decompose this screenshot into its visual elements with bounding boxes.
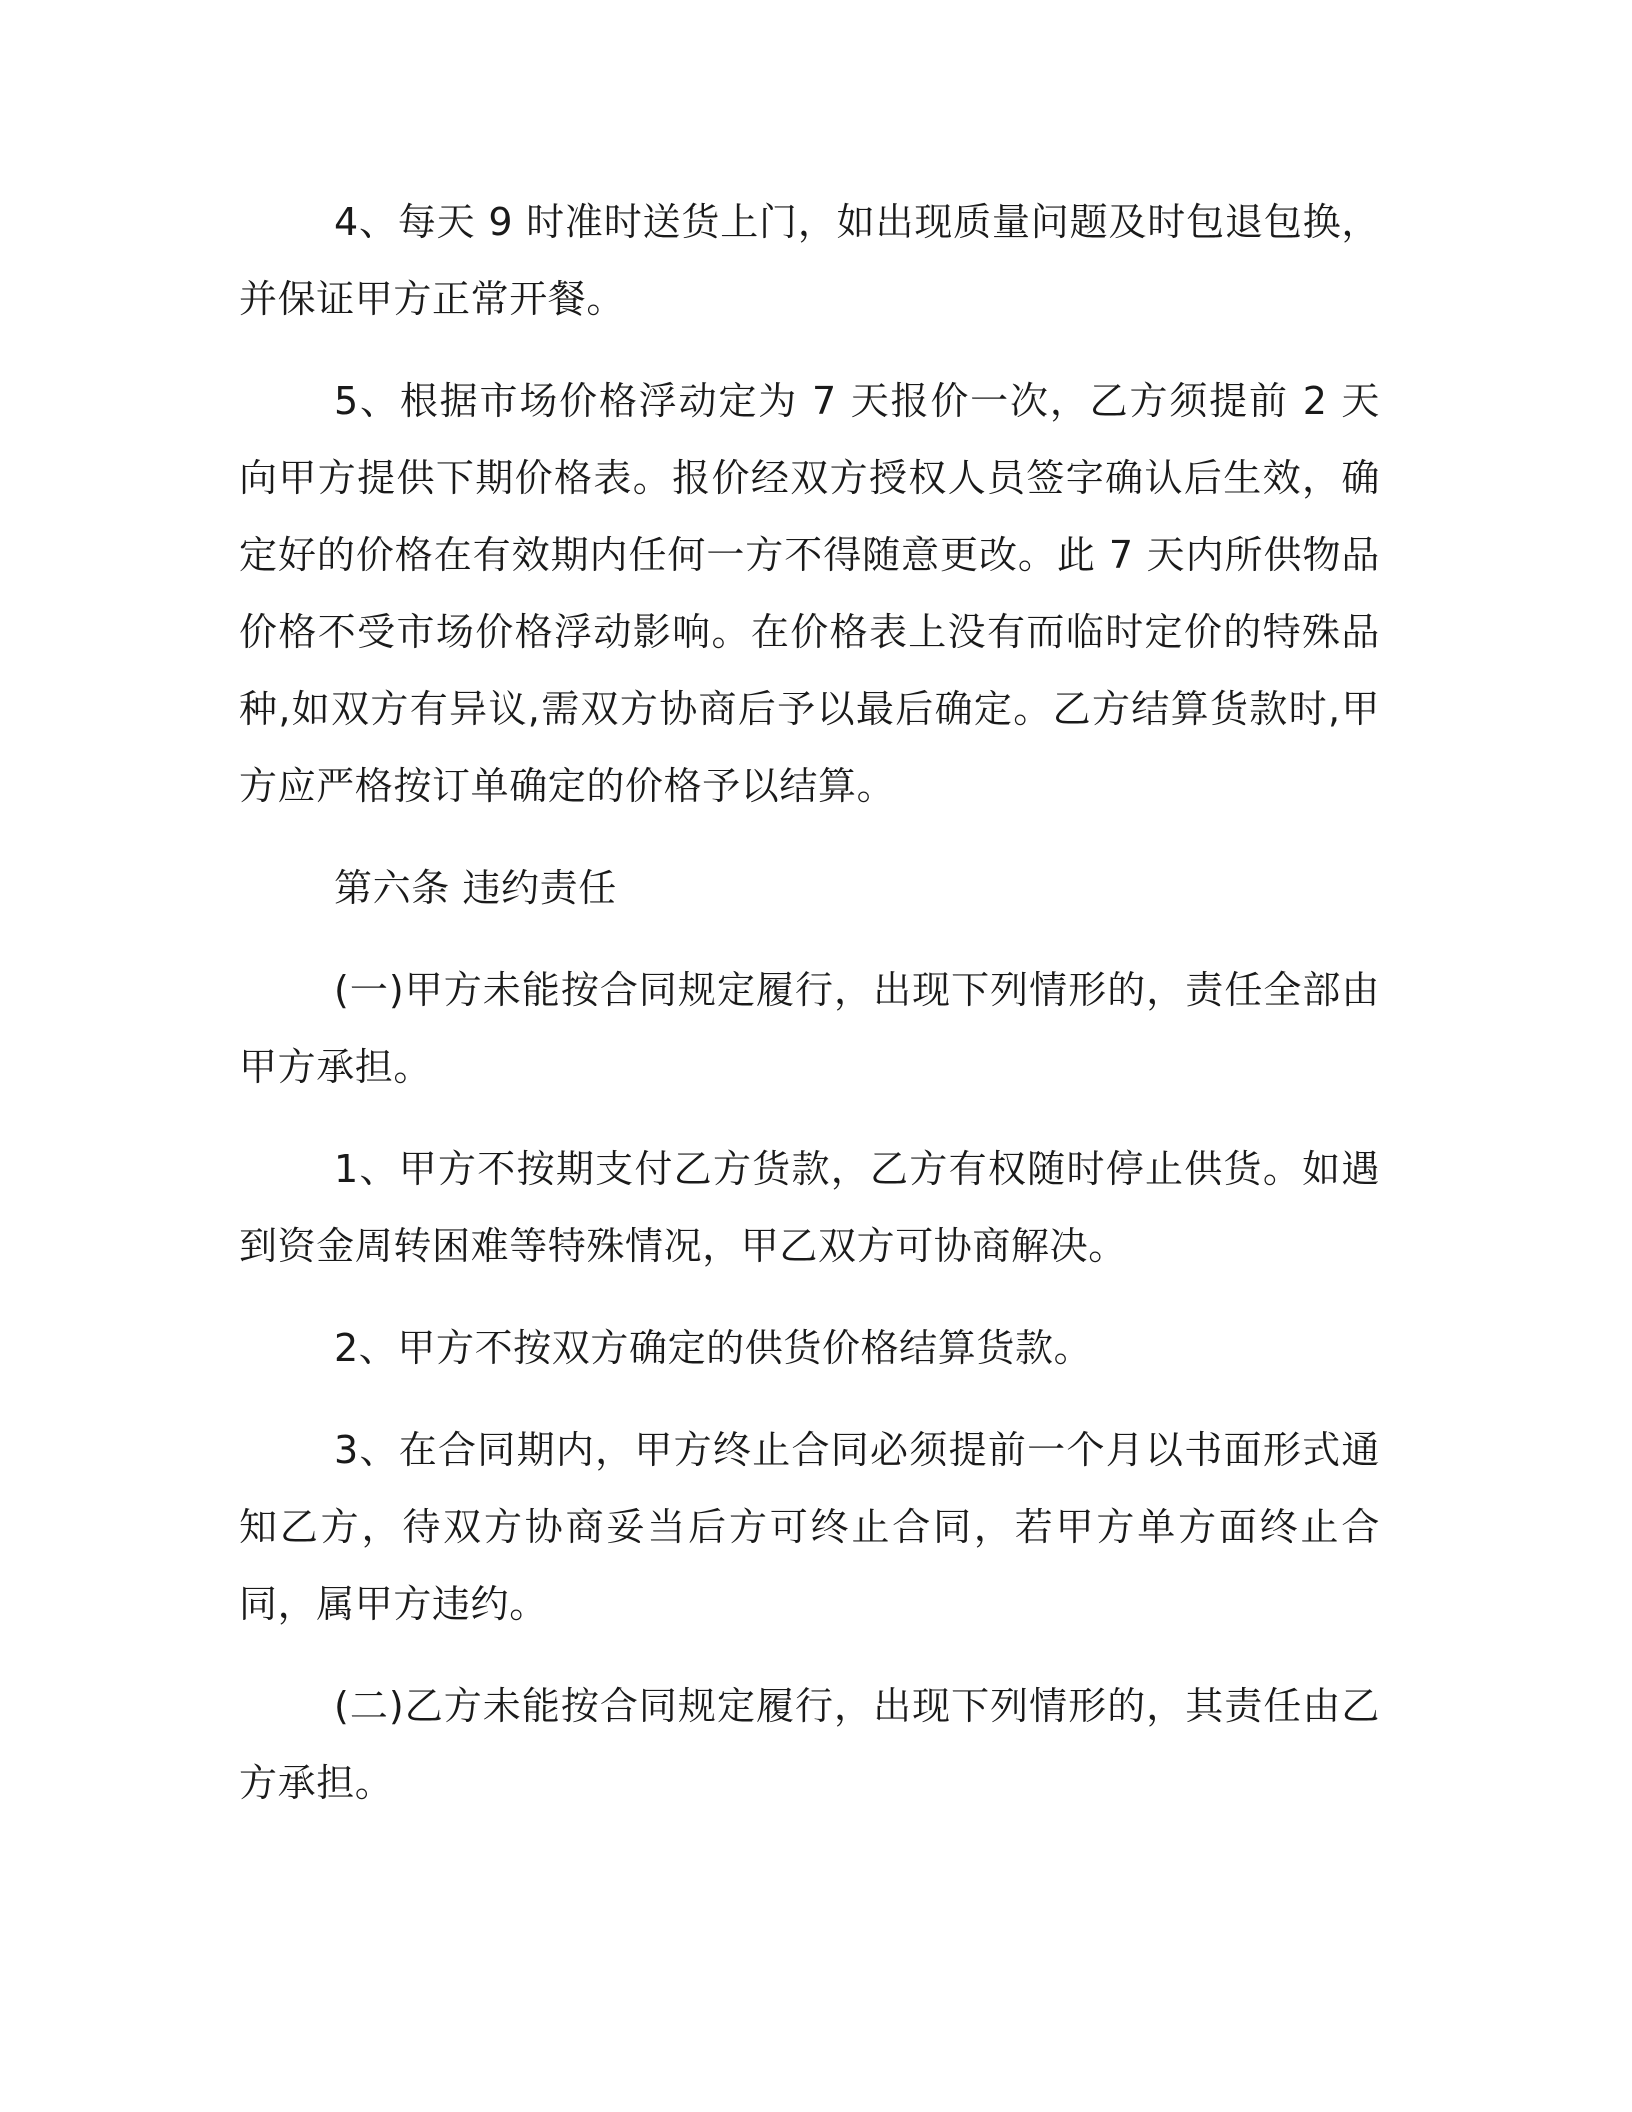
- paragraph-party-b-breach: (二)乙方未能按合同规定履行，出现下列情形的，其责任由乙方承担。: [239, 1684, 1380, 1805]
- paragraph-delivery-time: 4、每天 9 时准时送货上门，如出现质量问题及时包退包换，并保证甲方正常开餐。: [239, 200, 1380, 321]
- section-heading-breach-liability: 第六条 违约责任: [334, 866, 617, 910]
- document-body: [239, 184, 1380, 1822]
- paragraph-party-a-breach: (一)甲方未能按合同规定履行，出现下列情形的，责任全部由甲方承担。: [239, 968, 1380, 1089]
- paragraph-price-settlement: 2、甲方不按双方确定的供货价格结算货款。: [334, 1326, 1093, 1370]
- paragraph-contract-termination: 3、在合同期内，甲方终止合同必须提前一个月以书面形式通知乙方，待双方协商妥当后方可终止合同，若甲方单方面终止合同，属甲方违约。: [239, 1428, 1380, 1626]
- paragraph-price-quotation: 5、根据市场价格浮动定为 7 天报价一次，乙方须提前 2 天向甲方提供下期价格表。报价经双方授权人员签字确认后生效，确定好的价格在有效期内任何一方不得随意更改。此 7 天内所供物品价格不受市场价格浮动影响。在价格表上没有而临时定价的特殊品种,如双方有异议,需双方协商后予以最后确定。乙方结算货款时,甲方应严格按订单确定的价格予以结算。: [239, 379, 1380, 808]
- paragraph-payment-delay: 1、甲方不按期支付乙方货款，乙方有权随时停止供货。如遇到资金周转困难等特殊情况，甲乙双方可协商解决。: [239, 1147, 1380, 1268]
